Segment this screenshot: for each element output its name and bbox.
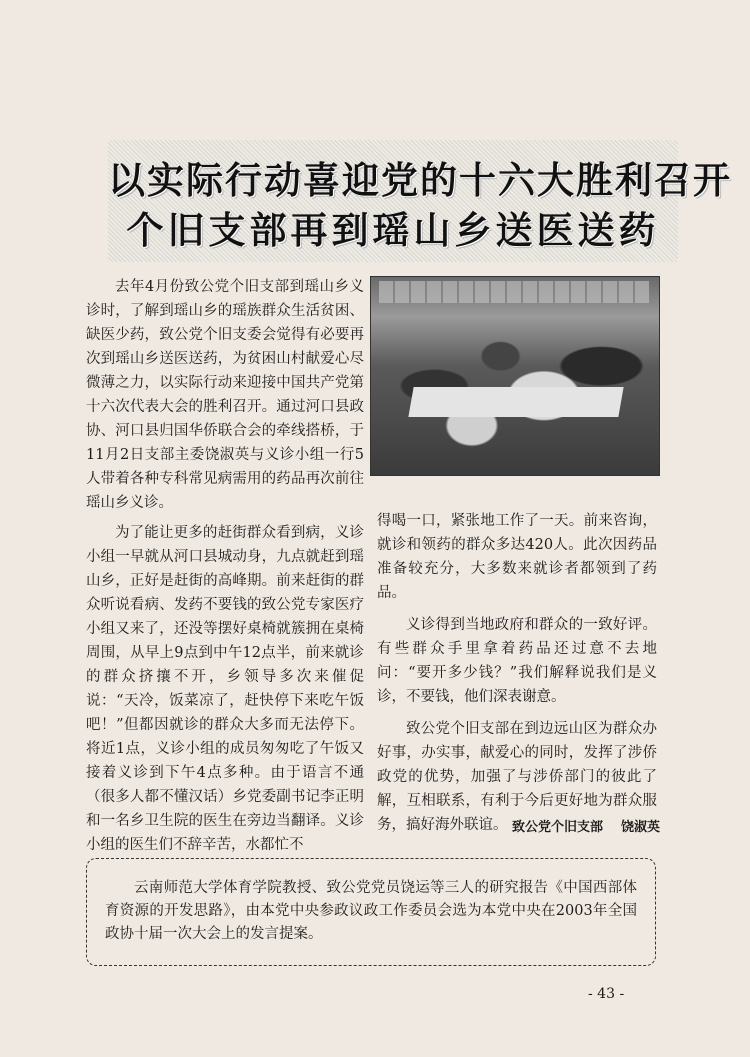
paragraph: 义诊得到当地政府和群众的一致好评。有些群众手里拿着药品还过意不去地问：“要开多少钱？”我们解释说我们是义诊，不要钱，他们深表谢意。 <box>377 617 657 705</box>
paragraph: 致公党个旧支部在到边远山区为群众办好事，办实事，献爱心的同时，发挥了涉侨政党的优势，加强了与涉侨部门的彼此了解，互相联系，有利于今后更好地为群众服务，搞好海外联谊。 <box>377 721 657 833</box>
notice-box <box>86 858 656 966</box>
article-right-column <box>377 509 657 837</box>
paragraph: 去年4月份致公党个旧支部到瑶山乡义诊时，了解到瑶山乡的瑶族群众生活贫困、缺医少药，致公党个旧支委会觉得有必要再次到瑶山乡送医送药，为贫困山村献爱心尽微薄之力，以实际行动来迎接中国共产党第十六次代表大会的胜利召开。通过河口县政协、河口县归国华侨联合会的牵线搭桥，于11月2日支部主委饶淑英与义诊小组一行5人带着各种专科常见病需用的药品再次前往瑶山乡义诊。 <box>86 279 364 511</box>
article-photo <box>370 276 660 476</box>
photo-background-sign <box>379 281 649 303</box>
article-left-column <box>86 275 364 857</box>
paragraph: 得喝一口，紧张地工作了一天。前来咨询，就诊和领药的群众多达420人。此次因药品准备较充分，大多数来就诊者都领到了药品。 <box>377 513 657 601</box>
page-number: - 43 - <box>588 986 625 1002</box>
byline-author: 饶淑英 <box>620 820 660 835</box>
article-title: 以实际行动喜迎党的十六大胜利召开 <box>108 159 732 202</box>
article-title-banner <box>108 140 732 262</box>
article-byline <box>470 816 660 835</box>
photo-table <box>408 387 623 417</box>
paragraph: 为了能让更多的赶街群众看到病，义诊小组一早就从河口县城动身，九点就赶到瑶山乡，正好是赶街的高峰期。前来赶街的群众听说看病、发药不要钱的致公党专家医疗小组又来了，还没等摆好桌椅就簇拥在桌椅周围，从早上9点到中午12点半，前来就诊的群众挤攘不开，乡领导多次来催促说：“天冷，饭菜凉了，赶快停下来吃午饭吧！”但都因就诊的群众大多而无法停下。将近1点，义诊小组的成员匆匆吃了午饭又接着义诊到下午4点多种。由于语言不通（很多人都不懂汉话）乡党委副书记李正明和一名乡卫生院的医生在旁边当翻译。义诊小组的医生们不辞辛苦，水都忙不 <box>86 525 364 853</box>
notice-text: 云南师范大学体育学院教授、致公党党员饶运等三人的研究报告《中国西部体育资源的开发思路》，由本党中央参政议政工作委员会选为本党中央在2003年全国政协十届一次大会上的发言提案。 <box>105 880 637 942</box>
byline-organization: 致公党个旧支部 <box>511 820 603 835</box>
article-subtitle: 个旧支部再到瑶山乡送医送药 <box>126 209 660 252</box>
